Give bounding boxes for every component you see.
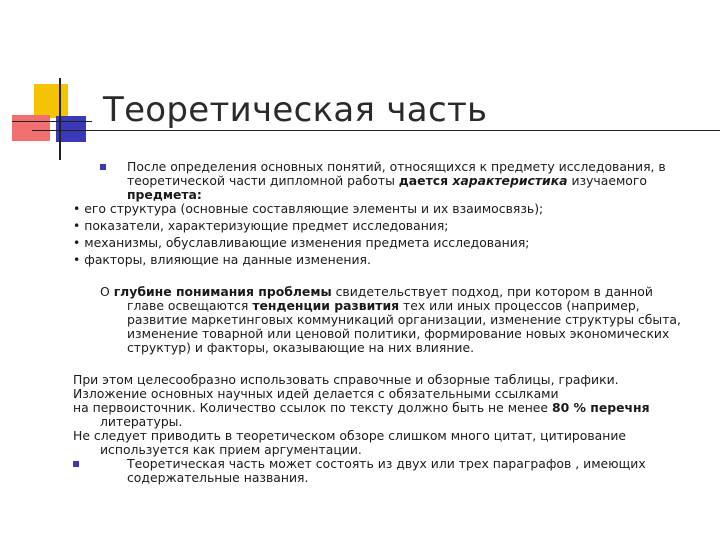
advice-line-2: Изложение основных научных идей делается с обязательными ссылками xyxy=(73,386,559,401)
advice-line-3-bold: 80 % перечня xyxy=(551,400,650,415)
depth-text-3: тех или иных процессов (например, развитие маркетинговых коммуникаций организации, изменение структуры сбыта, изменение товарной или ценовой политики, формирование новых экономических структур) и факторы, оказывающие на них влияние. xyxy=(127,298,681,355)
intro-bolditalic: характеристика xyxy=(452,173,568,188)
intro-bold-2: предмета: xyxy=(127,187,202,202)
square-bullet-icon xyxy=(100,164,106,170)
intro-text: После определения основных понятий, относящихся к предмету исследования, в теоретической части дипломной работы xyxy=(127,159,666,188)
advice-line-3-text: на первоисточник. Количество ссылок по тексту должно быть не менее xyxy=(73,400,552,415)
decor-short-line xyxy=(12,121,92,122)
intro-after: изучаемого xyxy=(567,173,647,188)
slide-body xyxy=(73,159,690,485)
title-underline xyxy=(32,130,720,131)
decor-yellow-square xyxy=(34,84,68,118)
final-bullet-text: Теоретическая часть может состоять из двух или трех параграфов , имеющих содержательные названия. xyxy=(127,456,646,485)
advice-line-4: Не следует приводить в теоретическом обзоре слишком много цитат, цитирование используется как прием аргументации. xyxy=(73,428,627,457)
advice-line-3 xyxy=(73,401,690,415)
advice-line-3-cont: литературы. xyxy=(100,414,183,429)
final-bullet xyxy=(73,457,690,485)
square-bullet-icon xyxy=(73,461,79,467)
dot-item: • механизмы, обуславливающие изменения предмета исследования; xyxy=(73,235,530,250)
depth-bold-2: тенденции развития xyxy=(252,298,400,313)
dot-item: • факторы, влияющие на данные изменения. xyxy=(73,252,371,267)
intro-bullet xyxy=(100,160,690,202)
decor-vertical-line xyxy=(59,78,61,160)
dot-item: • его структура (основные составляющие элементы и их взаимосвязь); xyxy=(73,201,544,216)
dot-item: • показатели, характеризующие предмет исследования; xyxy=(73,218,449,233)
depth-paragraph xyxy=(73,285,690,355)
depth-bold-1: глубине понимания проблемы xyxy=(113,284,332,299)
depth-text-2: свидетельствует подход, при котором в данной главе освещаются xyxy=(127,284,653,313)
slide-title: Теоретическая часть xyxy=(103,90,488,130)
depth-text-1: О xyxy=(100,284,114,299)
intro-bold: дается xyxy=(398,173,453,188)
decor-red-square xyxy=(12,115,50,141)
advice-line-1: При этом целесообразно использовать справочные и обзорные таблицы, графики. xyxy=(73,372,619,387)
